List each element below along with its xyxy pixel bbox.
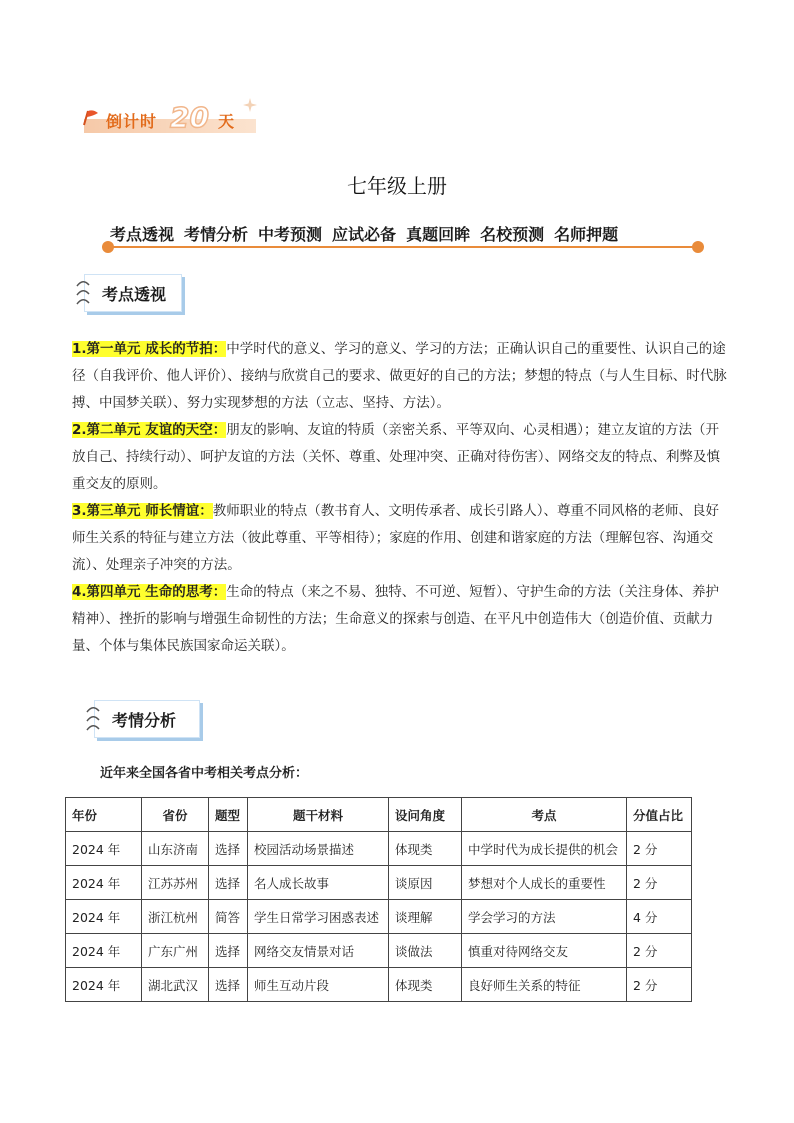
cell-score: 2 分 (627, 968, 692, 1002)
cell-point: 梦想对个人成长的重要性 (462, 866, 627, 900)
cell-province: 湖北武汉 (142, 968, 209, 1002)
binder-ring-icon (76, 289, 90, 298)
cell-province: 广东广州 (142, 934, 209, 968)
cell-type: 选择 (209, 832, 248, 866)
points-list (72, 336, 732, 660)
cell-angle: 谈做法 (389, 934, 462, 968)
cell-year: 2024 年 (66, 832, 142, 866)
section-heading-analysis (86, 700, 206, 740)
cell-score: 2 分 (627, 832, 692, 866)
column-header: 分值占比 (627, 798, 692, 832)
cell-score: 2 分 (627, 934, 692, 968)
section-heading-points (76, 274, 186, 314)
nav-item: 名师押题 (554, 225, 619, 244)
exam-analysis-table (65, 797, 692, 1002)
cell-angle: 谈理解 (389, 900, 462, 934)
cell-type: 选择 (209, 934, 248, 968)
table-row (66, 832, 692, 866)
analysis-intro: 近年来全国各省中考相关考点分析： (100, 766, 309, 781)
cell-type: 选择 (209, 968, 248, 1002)
flag-icon (82, 109, 100, 127)
sparkle-icon (242, 97, 258, 113)
table-header-row (66, 798, 692, 832)
cell-year: 2024 年 (66, 866, 142, 900)
cell-year: 2024 年 (66, 900, 142, 934)
column-header: 题型 (209, 798, 248, 832)
cell-point: 慎重对待网络交友 (462, 934, 627, 968)
nav-items (110, 222, 618, 245)
cell-score: 4 分 (627, 900, 692, 934)
heading-label: 考点透视 (102, 285, 167, 304)
cell-material: 校园活动场景描述 (248, 832, 389, 866)
banner-number: 20 (170, 101, 209, 134)
cell-year: 2024 年 (66, 934, 142, 968)
cell-province: 浙江杭州 (142, 900, 209, 934)
nav-item: 中考预测 (258, 225, 323, 244)
column-header: 考点 (462, 798, 627, 832)
cell-score: 2 分 (627, 866, 692, 900)
heading-label: 考情分析 (112, 711, 177, 730)
unit-label: 3.第三单元 师长情谊： (72, 503, 213, 519)
unit-label: 2.第二单元 友谊的天空： (72, 422, 227, 438)
banner-unit: 天 (218, 112, 235, 131)
cell-type: 简答 (209, 900, 248, 934)
list-item (72, 417, 732, 498)
cell-point: 学会学习的方法 (462, 900, 627, 934)
nav-dot-right (692, 241, 704, 253)
table-row (66, 968, 692, 1002)
unit-label: 1.第一单元 成长的节拍： (72, 341, 227, 357)
cell-angle: 体现类 (389, 832, 462, 866)
binder-ring-icon (86, 715, 100, 724)
cell-angle: 体现类 (389, 968, 462, 1002)
cell-type: 选择 (209, 866, 248, 900)
table-row (66, 934, 692, 968)
cell-province: 江苏苏州 (142, 866, 209, 900)
nav-item: 应试必备 (332, 225, 397, 244)
cell-material: 名人成长故事 (248, 866, 389, 900)
cell-material: 网络交友情景对话 (248, 934, 389, 968)
countdown-banner (80, 103, 258, 137)
unit-text: 中学时代的意义、学习的意义、学习的方法；正确认识自己的重要性、认识自己的途径（自我评价、他人评价）、接纳与欣赏自己的要求、做更好的自己的方法；梦想的特点（与人生目标、时代脉搏、中国梦关联）、努力实现梦想的方法（立志、坚持、方法）。 (72, 341, 727, 411)
banner-text: 倒计时 (106, 112, 158, 131)
unit-text: 生命的特点（来之不易、独特、不可逆、短暂）、守护生命的方法（关注身体、养护精神）、挫折的影响与增强生命韧性的方法；生命意义的探索与创造、在平凡中创造伟大（创造价值、贡献力量、个体与集体民族国家命运关联）。 (72, 584, 719, 654)
unit-label: 4.第四单元 生命的思考： (72, 584, 227, 600)
table-row (66, 866, 692, 900)
nav-item: 真题回眸 (406, 225, 471, 244)
cell-year: 2024 年 (66, 968, 142, 1002)
nav-item: 考情分析 (184, 225, 249, 244)
table-row (66, 900, 692, 934)
binder-ring-icon (86, 706, 100, 715)
column-header: 年份 (66, 798, 142, 832)
binder-ring-icon (76, 280, 90, 289)
nav-underline (108, 246, 698, 248)
list-item (72, 498, 732, 579)
cell-point: 中学时代为成长提供的机会 (462, 832, 627, 866)
nav-item: 名校预测 (480, 225, 545, 244)
cell-province: 山东济南 (142, 832, 209, 866)
column-header: 设问角度 (389, 798, 462, 832)
page-title: 七年级上册 (347, 174, 447, 198)
unit-text: 朋友的影响、友谊的特质（亲密关系、平等双向、心灵相遇）；建立友谊的方法（开放自己、持续行动）、呵护友谊的方法（关怀、尊重、处理冲突、正确对待伤害）、网络交友的特点、利弊及慎重交友的原则。 (72, 422, 720, 492)
column-header: 省份 (142, 798, 209, 832)
list-item (72, 336, 732, 417)
cell-point: 良好师生关系的特征 (462, 968, 627, 1002)
unit-text: 教师职业的特点（教书育人、文明传承者、成长引路人）、尊重不同风格的老师、良好师生关系的特征与建立方法（彼此尊重、平等相待）；家庭的作用、创建和谐家庭的方法（理解包容、沟通交流）、处理亲子冲突的方法。 (72, 503, 719, 573)
binder-ring-icon (86, 724, 100, 733)
column-header: 题干材料 (248, 798, 389, 832)
cell-material: 师生互动片段 (248, 968, 389, 1002)
binder-ring-icon (76, 298, 90, 307)
cell-angle: 谈原因 (389, 866, 462, 900)
cell-material: 学生日常学习困惑表述 (248, 900, 389, 934)
section-nav (104, 222, 704, 252)
nav-item: 考点透视 (110, 225, 175, 244)
list-item (72, 579, 732, 660)
